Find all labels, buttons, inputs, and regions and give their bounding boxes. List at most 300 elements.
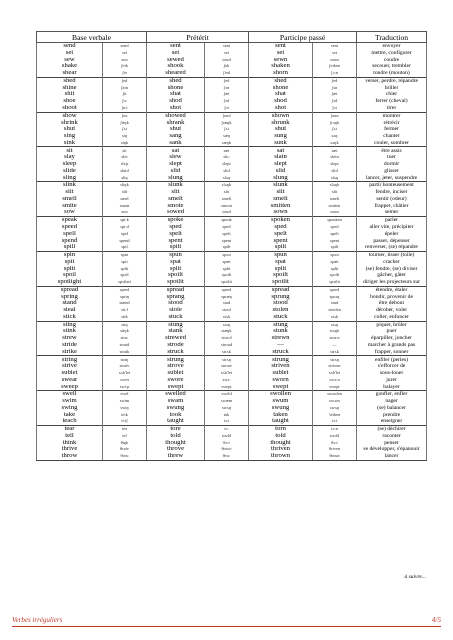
table-row	[37, 189, 427, 196]
past-participle: spread	[249, 286, 313, 293]
participle-phonetic: slept	[313, 161, 357, 168]
base-phonetic: straik	[103, 349, 147, 356]
translation: dormir	[357, 161, 427, 168]
base-form: steal	[37, 307, 103, 314]
preterit: slunk	[147, 182, 205, 189]
preterit: spat	[147, 259, 205, 266]
translation: nager	[357, 398, 427, 405]
base-form: take	[37, 412, 103, 419]
past-participle: stolen	[249, 307, 313, 314]
base-form: shoot	[37, 105, 103, 112]
table-body	[37, 43, 427, 461]
participle-phonetic: slʌŋk	[313, 182, 357, 189]
table-row	[37, 398, 427, 405]
header-past-participle: Participe passé	[249, 32, 357, 43]
translation: lancer	[357, 453, 427, 460]
preterit-phonetic: slept	[205, 161, 249, 168]
base-phonetic: sou	[103, 209, 147, 216]
preterit-phonetic: stud	[205, 300, 249, 307]
table-row	[37, 279, 427, 286]
table-row	[37, 391, 427, 398]
base-phonetic: slei	[103, 154, 147, 161]
table-row	[37, 168, 427, 175]
translation: étendre, étaler	[357, 286, 427, 293]
base-form: smite	[37, 203, 103, 210]
base-phonetic: spriŋ	[103, 294, 147, 301]
past-participle: striven	[249, 363, 313, 370]
table-row	[37, 426, 427, 433]
translation: se développer, s'épanouir	[357, 446, 427, 453]
preterit: shat	[147, 91, 205, 98]
past-participle: stuck	[249, 314, 313, 321]
preterit-phonetic: smout	[205, 203, 249, 210]
preterit: sublet	[147, 370, 205, 377]
base-phonetic: swiŋ	[103, 405, 147, 412]
table-row	[37, 203, 427, 210]
past-participle: spat	[249, 259, 313, 266]
past-participle: strewn	[249, 335, 313, 342]
table-row	[37, 363, 427, 370]
base-phonetic: struː	[103, 335, 147, 342]
translation: couler, sombrer	[357, 140, 427, 147]
base-phonetic: spiːd	[103, 224, 147, 231]
preterit: swore	[147, 377, 205, 384]
table-row	[37, 266, 427, 273]
preterit: tore	[147, 426, 205, 433]
past-participle: slunk	[249, 182, 313, 189]
base-form: spit	[37, 259, 103, 266]
base-form: strew	[37, 335, 103, 342]
base-phonetic: ʃain	[103, 85, 147, 92]
table-row	[37, 161, 427, 168]
footer-divider	[12, 626, 441, 627]
table-row	[37, 224, 427, 231]
preterit: stole	[147, 307, 205, 314]
preterit: strove	[147, 363, 205, 370]
base-phonetic: slit	[103, 189, 147, 196]
table-row	[37, 244, 427, 251]
base-phonetic: slaid	[103, 168, 147, 175]
header-base-form: Base verbale	[37, 32, 147, 43]
base-form: send	[37, 43, 103, 50]
base-form: speed	[37, 224, 103, 231]
past-participle: set	[249, 50, 313, 57]
past-participle: shut	[249, 126, 313, 133]
base-phonetic: straid	[103, 342, 147, 349]
table-row	[37, 70, 427, 77]
base-form: strive	[37, 363, 103, 370]
translation: fermer	[357, 126, 427, 133]
translation: s'efforcer de	[357, 363, 427, 370]
translation: tirer	[357, 105, 427, 112]
base-form: slink	[37, 182, 103, 189]
table-row	[37, 237, 427, 244]
past-participle: sown	[249, 209, 313, 216]
preterit-phonetic: tɔː	[205, 426, 249, 433]
translation: mettre, configurer	[357, 50, 427, 57]
table-row	[37, 294, 427, 301]
preterit-phonetic: slid	[205, 168, 249, 175]
base-form: set	[37, 50, 103, 57]
preterit-phonetic: sweld	[205, 391, 249, 398]
preterit: strewed	[147, 335, 205, 342]
preterit-phonetic: split	[205, 266, 249, 273]
translation: jurer	[357, 377, 427, 384]
participle-phonetic: strʌŋ	[313, 356, 357, 363]
past-participle: spelt	[249, 231, 313, 238]
preterit-phonetic: spouk	[205, 217, 249, 224]
past-participle: sunk	[249, 140, 313, 147]
table-row	[37, 440, 427, 447]
participle-phonetic: swʌŋ	[313, 405, 357, 412]
preterit: spun	[147, 251, 205, 258]
preterit-phonetic: ʃæt	[205, 91, 249, 98]
translation: semer	[357, 209, 427, 216]
base-form: thrive	[37, 446, 103, 453]
base-form: stride	[37, 342, 103, 349]
participle-phonetic: sent	[313, 43, 357, 50]
preterit: told	[147, 433, 205, 440]
past-participle: slid	[249, 168, 313, 175]
table-row	[37, 251, 427, 258]
table-row	[37, 412, 427, 419]
past-participle: thriven	[249, 446, 313, 453]
preterit: sat	[147, 147, 205, 154]
translation: dérober, voler	[357, 307, 427, 314]
preterit: slid	[147, 168, 205, 175]
past-participle: spent	[249, 237, 313, 244]
translation: tourner, tisser (toile)	[357, 251, 427, 258]
participle-phonetic: stʌŋ	[313, 321, 357, 328]
base-form: sting	[37, 321, 103, 328]
preterit-phonetic: strouv	[205, 363, 249, 370]
table-row	[37, 384, 427, 391]
base-form: spread	[37, 286, 103, 293]
preterit: spread	[147, 286, 205, 293]
preterit: spotlit	[147, 279, 205, 286]
preterit-phonetic: sluː	[205, 154, 249, 161]
base-form: slay	[37, 154, 103, 161]
preterit-phonetic: spræŋ	[205, 294, 249, 301]
base-form: swim	[37, 398, 103, 405]
base-phonetic: stænd	[103, 300, 147, 307]
translation: aller vite, précipiter	[357, 224, 427, 231]
preterit-phonetic: ʃʌt	[205, 126, 249, 133]
table-row	[37, 321, 427, 328]
base-phonetic: siŋk	[103, 140, 147, 147]
participle-phonetic: ʃed	[313, 77, 357, 84]
translation: prendre	[357, 412, 427, 419]
base-phonetic: θiŋk	[103, 440, 147, 447]
base-form: spring	[37, 294, 103, 301]
past-participle: smitten	[249, 203, 313, 210]
preterit-phonetic: sæŋk	[205, 140, 249, 147]
preterit-phonetic: smelt	[205, 196, 249, 203]
preterit: strode	[147, 342, 205, 349]
table-row	[37, 377, 427, 384]
preterit: slept	[147, 161, 205, 168]
preterit-phonetic: sent	[205, 43, 249, 50]
base-phonetic: swiːp	[103, 384, 147, 391]
translation: tondre (mouton)	[357, 70, 427, 77]
preterit: swung	[147, 405, 205, 412]
base-phonetic: θraiv	[103, 446, 147, 453]
preterit-phonetic: ʃuk	[205, 63, 249, 70]
translation: penser	[357, 440, 427, 447]
participle-phonetic: spouken	[313, 217, 357, 224]
participle-phonetic: spilt	[313, 244, 357, 251]
past-participle: shod	[249, 98, 313, 105]
table-row	[37, 98, 427, 105]
past-participle: spoilt	[249, 272, 313, 279]
table-row	[37, 126, 427, 133]
preterit-phonetic: spɔtlit	[205, 279, 249, 286]
past-participle: sworn	[249, 377, 313, 384]
preterit-phonetic: stʌk	[205, 314, 249, 321]
participle-phonetic: slein	[313, 154, 357, 161]
preterit: sang	[147, 133, 205, 140]
base-form: tear	[37, 426, 103, 433]
table-row	[37, 217, 427, 224]
translation: coudre	[357, 57, 427, 64]
footer-title: Verbes irréguliers	[12, 616, 63, 624]
preterit-phonetic: strʌŋ	[205, 356, 249, 363]
table-row	[37, 140, 427, 147]
base-form: shine	[37, 85, 103, 92]
participle-phonetic: smiten	[313, 203, 357, 210]
participle-phonetic: spelt	[313, 231, 357, 238]
participle-phonetic: —	[313, 342, 357, 349]
preterit: sprang	[147, 294, 205, 301]
participle-phonetic: sʌŋk	[313, 140, 357, 147]
base-phonetic: sliŋ	[103, 175, 147, 182]
preterit: stuck	[147, 314, 205, 321]
preterit: split	[147, 266, 205, 273]
table-row	[37, 356, 427, 363]
preterit-phonetic: sped	[205, 224, 249, 231]
table-header-row	[37, 32, 427, 43]
preterit: shod	[147, 98, 205, 105]
preterit: throve	[147, 446, 205, 453]
base-form: shed	[37, 77, 103, 84]
preterit-phonetic: spred	[205, 286, 249, 293]
table-row	[37, 209, 427, 216]
preterit-phonetic: ʃed	[205, 77, 249, 84]
preterit: sped	[147, 224, 205, 231]
translation: enseigner	[357, 418, 427, 425]
participle-phonetic: swoulen	[313, 391, 357, 398]
base-form: shake	[37, 63, 103, 70]
base-form: strike	[37, 349, 103, 356]
table-row	[37, 300, 427, 307]
translation: ferrer (cheval)	[357, 98, 427, 105]
participle-phonetic: striven	[313, 363, 357, 370]
past-participle: told	[249, 433, 313, 440]
past-participle: sublet	[249, 370, 313, 377]
preterit: sheared	[147, 70, 205, 77]
past-participle: taken	[249, 412, 313, 419]
past-participle: shed	[249, 77, 313, 84]
preterit: slew	[147, 154, 205, 161]
table-row	[37, 147, 427, 154]
base-phonetic: spil	[103, 244, 147, 251]
translation: balayer	[357, 384, 427, 391]
preterit-phonetic: stroud	[205, 342, 249, 349]
base-form: string	[37, 356, 103, 363]
preterit: shed	[147, 77, 205, 84]
translation: partir honteusement	[357, 182, 427, 189]
preterit-phonetic: tɔːt	[205, 418, 249, 425]
preterit: took	[147, 412, 205, 419]
base-form: teach	[37, 418, 103, 425]
translation: diriger les projecteurs sur	[357, 279, 427, 286]
table-row	[37, 453, 427, 460]
base-form: stink	[37, 328, 103, 335]
base-phonetic: spred	[103, 286, 147, 293]
translation: envoyer	[357, 43, 427, 50]
participle-phonetic: stud	[313, 300, 357, 307]
base-form: spend	[37, 237, 103, 244]
table-row	[37, 433, 427, 440]
preterit-phonetic: sʌb'let	[205, 370, 249, 377]
base-form: slit	[37, 189, 103, 196]
preterit: spilt	[147, 244, 205, 251]
participle-phonetic: slid	[313, 168, 357, 175]
preterit: strung	[147, 356, 205, 363]
translation: briller	[357, 85, 427, 92]
base-phonetic: spit	[103, 259, 147, 266]
base-phonetic: sou	[103, 57, 147, 64]
base-form: swear	[37, 377, 103, 384]
table-row	[37, 328, 427, 335]
past-participle: spoken	[249, 217, 313, 224]
table-row	[37, 446, 427, 453]
base-form: shut	[37, 126, 103, 133]
participle-phonetic: θɔːt	[313, 440, 357, 447]
base-phonetic: stiŋ	[103, 321, 147, 328]
translation: lancer, jeter, suspendre	[357, 175, 427, 182]
base-phonetic: sit	[103, 147, 147, 154]
table-row	[37, 154, 427, 161]
table-row	[37, 43, 427, 50]
preterit-phonetic: sæt	[205, 147, 249, 154]
preterit-phonetic: ʃiɘd	[205, 70, 249, 77]
table-row	[37, 418, 427, 425]
base-form: sweep	[37, 384, 103, 391]
base-form: smell	[37, 196, 103, 203]
translation: (se) déchirer	[357, 426, 427, 433]
irregular-verbs-table	[36, 31, 427, 461]
translation: sous-louer	[357, 370, 427, 377]
past-participle: shone	[249, 85, 313, 92]
base-form: spin	[37, 251, 103, 258]
translation: bondir, provenir de	[357, 294, 427, 301]
translation: rétrécir	[357, 119, 427, 126]
translation: sentir (odeur)	[357, 196, 427, 203]
base-phonetic: teɘ	[103, 426, 147, 433]
base-form: speak	[37, 217, 103, 224]
participle-phonetic: ʃɔn	[313, 85, 357, 92]
past-participle: sent	[249, 43, 313, 50]
preterit-phonetic: θruː	[205, 453, 249, 460]
base-phonetic: ʃʌt	[103, 126, 147, 133]
preterit-phonetic: ʃɔn	[205, 85, 249, 92]
participle-phonetic: swɔːn	[313, 377, 357, 384]
base-phonetic: tiːtʃ	[103, 418, 147, 425]
base-form: swing	[37, 405, 103, 412]
participle-phonetic: ʃɔt	[313, 105, 357, 112]
participle-phonetic: sped	[313, 224, 357, 231]
participle-phonetic: stoulen	[313, 307, 357, 314]
table-row	[37, 231, 427, 238]
base-phonetic: spin	[103, 251, 147, 258]
preterit: taught	[147, 418, 205, 425]
base-form: spill	[37, 244, 103, 251]
base-form: slide	[37, 168, 103, 175]
participle-phonetic: slit	[313, 189, 357, 196]
translation: épeler	[357, 231, 427, 238]
participle-phonetic: stʌŋk	[313, 328, 357, 335]
past-participle: stunk	[249, 328, 313, 335]
table-row	[37, 91, 427, 98]
past-participle: slung	[249, 175, 313, 182]
translation: chanter	[357, 133, 427, 140]
base-form: sublet	[37, 370, 103, 377]
past-participle: spotlit	[249, 279, 313, 286]
participle-phonetic: split	[313, 266, 357, 273]
participle-phonetic: spʌn	[313, 251, 357, 258]
preterit-phonetic: swæm	[205, 398, 249, 405]
past-participle: swung	[249, 405, 313, 412]
translation: secouer, trembler	[357, 63, 427, 70]
preterit-phonetic: ʃɔd	[205, 98, 249, 105]
preterit-phonetic: ʃɔt	[205, 105, 249, 112]
table-row	[37, 133, 427, 140]
table-row	[37, 175, 427, 182]
preterit: sent	[147, 43, 205, 50]
participle-phonetic: 'teiken	[313, 412, 357, 419]
preterit-phonetic: set	[205, 50, 249, 57]
table-row	[37, 196, 427, 203]
base-phonetic: stiŋk	[103, 328, 147, 335]
base-form: sit	[37, 147, 103, 154]
preterit: thought	[147, 440, 205, 447]
past-participle: slept	[249, 161, 313, 168]
preterit: shut	[147, 126, 205, 133]
base-form: sleep	[37, 161, 103, 168]
base-phonetic: ʃou	[103, 112, 147, 119]
participle-phonetic: spɔtlit	[313, 279, 357, 286]
participle-phonetic: sprʌŋ	[313, 294, 357, 301]
base-phonetic: tel	[103, 433, 147, 440]
past-participle: sung	[249, 133, 313, 140]
translation: coller, enfoncer	[357, 314, 427, 321]
translation: être debout	[357, 300, 427, 307]
preterit: showed	[147, 112, 205, 119]
table-row	[37, 314, 427, 321]
base-phonetic: ʃit	[103, 91, 147, 98]
preterit-phonetic: soud	[205, 57, 249, 64]
preterit-phonetic: slʌŋk	[205, 182, 249, 189]
preterit: sewed	[147, 57, 205, 64]
participle-phonetic: struːn	[313, 335, 357, 342]
past-participle: stood	[249, 300, 313, 307]
preterit: spelt	[147, 231, 205, 238]
participle-phonetic: swept	[313, 384, 357, 391]
translation: être assis	[357, 147, 427, 154]
preterit: swept	[147, 384, 205, 391]
past-participle: slain	[249, 154, 313, 161]
